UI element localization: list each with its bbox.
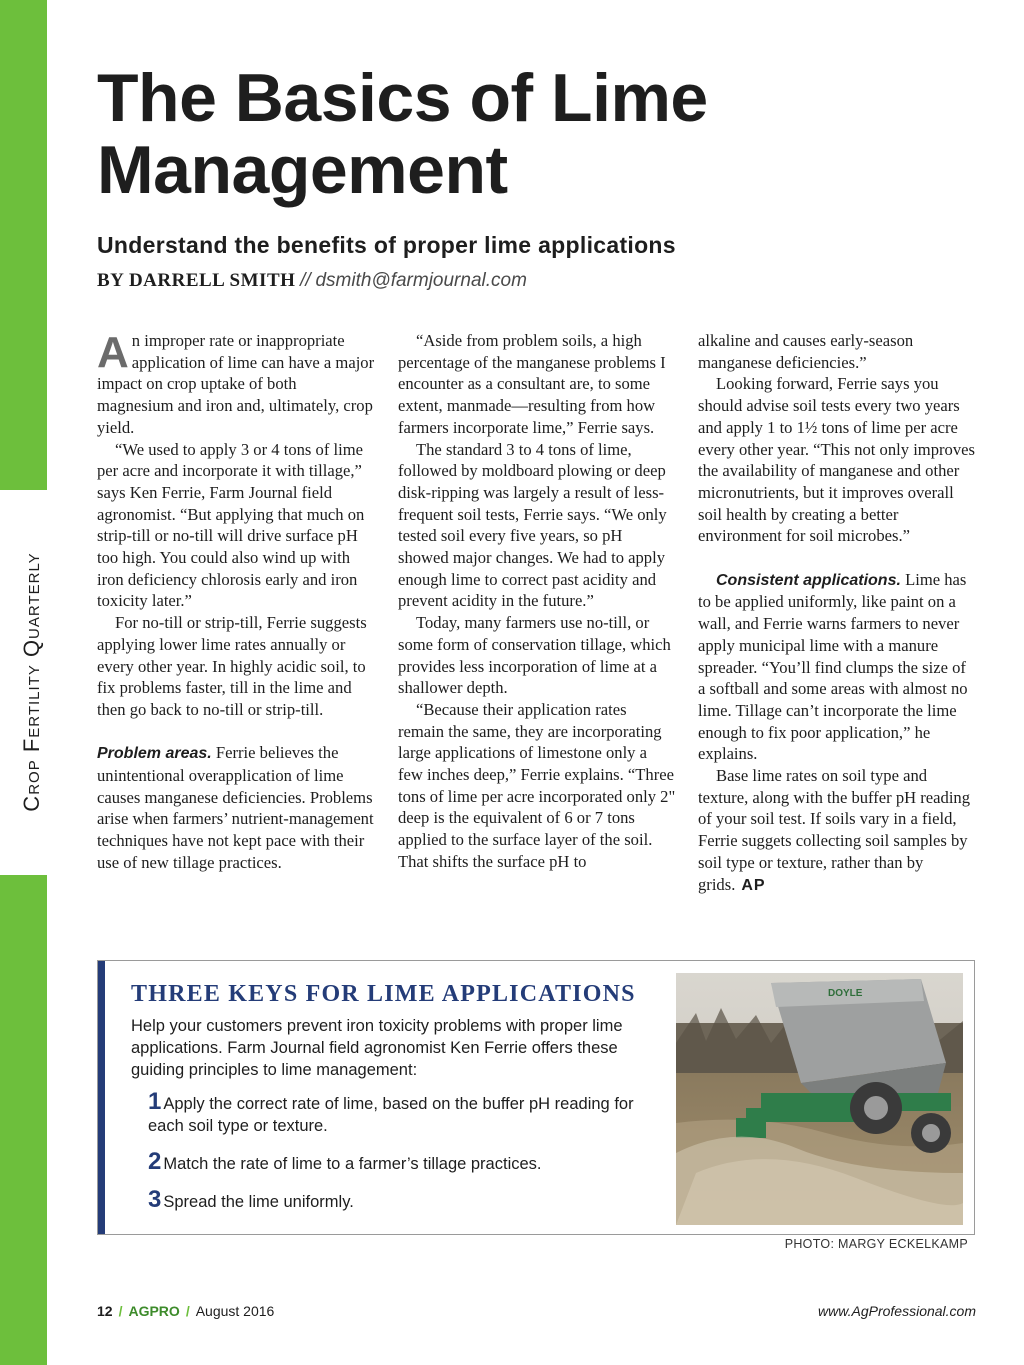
page-number: 12 <box>97 1303 113 1319</box>
paragraph: For no-till or strip-till, Ferrie suggests applying lower lime rates annually or every other year. In highly acidic soil, to fix problems faster, till in the lime and then go back to no-till or strip-till. <box>97 613 367 719</box>
drop-cap: A <box>97 328 129 377</box>
key-number: 1 <box>148 1088 162 1115</box>
photo-brand-text: DOYLE <box>828 988 863 999</box>
paragraph: “We used to apply 3 or 4 tons of lime per acre and incorporate it with tillage,” says Ken Ferrie, Farm Journal field agronomist. “But applying that much on strip-till or no-till will drive surface pH too high. You could also wind up with iron deficiency chlorosis early and iron toxicity later.” <box>97 439 365 611</box>
sidebar-title: THREE KEYS FOR LIME APPLICATIONS <box>131 981 636 1007</box>
byline-email[interactable]: dsmith@farmjournal.com <box>315 270 527 291</box>
run-in-head: Problem areas. <box>97 745 212 763</box>
photo-credit: PHOTO: MARGY ECKELKAMP <box>784 1237 968 1251</box>
sidebar-intro: Help your customers prevent iron toxicity problems with proper lime applications. Farm Journal field agronomist Ken Ferrie offers these guiding principles to lime management: <box>131 1017 623 1079</box>
article-column-1 <box>97 330 375 874</box>
key-number: 3 <box>148 1186 162 1213</box>
page-footer-left <box>97 1303 274 1319</box>
paragraph: Consistent applications. Lime has to be applied uniformly, like paint on a wall, and Ferrie warns farmers to never apply municipal lime with a manure spreader. “You’ll find clumps the size of a softball and some areas with almost no lime. Tillage can’t incorporate the lime enough to fix poor application,” he explains. <box>698 569 968 764</box>
paragraph: Today, many farmers use no-till, or some form of conservation tillage, which provides less incorporation of lime at a shallower depth. <box>398 613 671 698</box>
paragraph: Problem areas. Ferrie believes the unintentional overapplication of lime causes manganese deficiencies. Problems arise when farmers’ nutrient-management techniques have not kept pace with their use of new tillage practices. <box>97 743 374 872</box>
article-column-2 <box>398 330 676 873</box>
byline <box>97 270 527 292</box>
article-title: The Basics of Lime Management <box>97 60 708 208</box>
list-item: 3 Spread the lime uniformly. <box>148 1186 354 1213</box>
end-mark: AP <box>741 876 766 894</box>
website-url[interactable]: www.AgProfessional.com <box>818 1303 976 1319</box>
paragraph: Base lime rates on soil type and texture, along with the buffer pH reading of your soil test. If soils vary in a field, Ferrie suggets collecting soil samples by soil type or texture, rather than by grids. AP <box>698 766 971 894</box>
list-item: 1 Apply the correct rate of lime, based on the buffer pH reading for each soil type or texture. <box>148 1088 634 1135</box>
photo-illustration <box>676 973 963 1225</box>
key-number: 2 <box>148 1148 162 1175</box>
paragraph: “Aside from problem soils, a high percentage of the manganese problems I encounter as a consultant are, to some extent, manmade—resulting from how farmers incorporate lime,” Ferrie says. <box>398 331 666 437</box>
paragraph: Looking forward, Ferrie says you should advise soil tests every two years and apply 1 to 1½ tons of lime per acre every other year. “This not only improves the availability of manganese and other micronutrients, but it improves overall soil health by creating a better environment for soil microbes.” <box>698 374 975 546</box>
paragraph: alkaline and causes early-season manganese deficiencies.” <box>698 331 914 372</box>
footer-separator: / <box>118 1303 123 1319</box>
byline-author: BY DARRELL SMITH <box>97 270 296 291</box>
list-item: 2 Match the rate of lime to a farmer’s tillage practices. <box>148 1148 542 1175</box>
paragraph: “Because their application rates remain the same, they are incorporating large applications of limestone only a few inches deep,” Ferrie explains. “Three tons of lime per acre incorporated only 2" deep is the equivalent of 6 or 7 tons applied to the surface layer of the soil. That shifts the surface pH to <box>398 699 676 871</box>
magazine-name: AGPRO <box>128 1303 180 1319</box>
sidebar-accent-rule <box>98 961 105 1234</box>
keys-sidebar <box>97 960 975 1235</box>
byline-separator: // <box>300 270 311 291</box>
paragraph: The standard 3 to 4 tons of lime, followed by moldboard plowing or deep disk-ripping was largely a result of less-frequent soil tests, Ferrie says. “We only tested soil every five years, so pH showed major changes. We had to apply enough lime to correct past acidity and prevent acidity in the future.” <box>398 439 667 611</box>
keys-list <box>148 1088 658 1227</box>
issue-date: August 2016 <box>195 1303 275 1319</box>
article-column-3 <box>698 330 976 896</box>
paragraph: An improper rate or inappropriate application of lime can have a major impact on crop uptake of both magnesium and iron and, ultimately, crop yield. <box>97 328 375 437</box>
lime-spreader-photo <box>676 973 963 1225</box>
article-subtitle: Understand the benefits of proper lime applications <box>97 232 676 258</box>
section-label: Crop Fertility Quarterly <box>19 552 44 812</box>
footer-separator: / <box>185 1303 190 1319</box>
run-in-head: Consistent applications. <box>716 571 901 589</box>
